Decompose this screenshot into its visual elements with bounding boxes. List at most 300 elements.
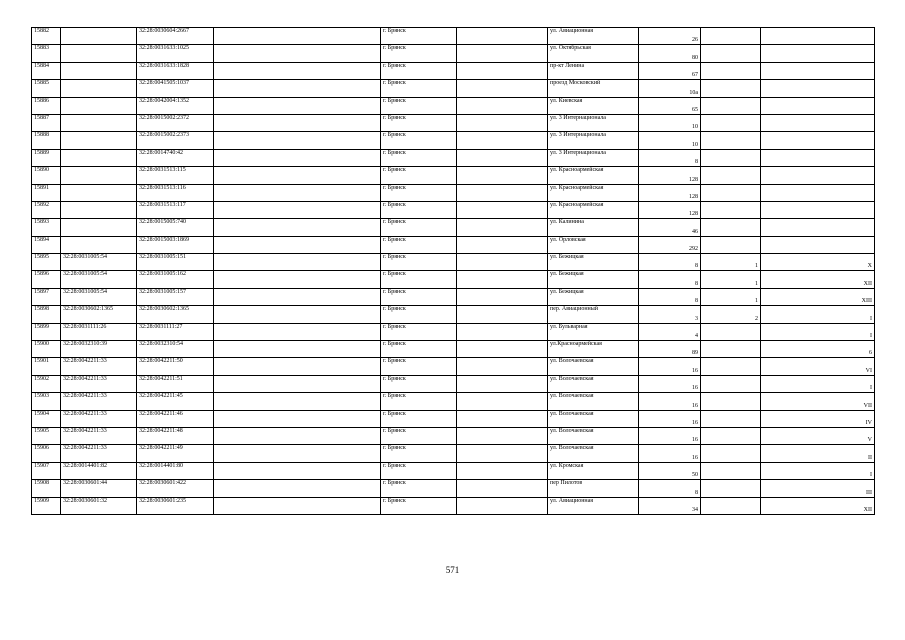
cadastral-number-cell: 32:28:0015002:2372: [137, 114, 214, 131]
row-number-cell: 15892: [32, 201, 61, 218]
row-number-cell: 15897: [32, 288, 61, 305]
blank-cell: [457, 341, 548, 358]
city-cell: г. Брянск: [381, 236, 457, 253]
old-cadastral-number-cell: 32:28:0031005:54: [61, 254, 137, 271]
blank-cell: [214, 445, 381, 462]
building-number-cell: [701, 149, 761, 166]
cadastral-number-cell: 32:28:0042211:49: [137, 445, 214, 462]
table-row: [32, 445, 875, 462]
blank-cell: [457, 114, 548, 131]
row-number-cell: 15904: [32, 410, 61, 427]
blank-cell: [457, 62, 548, 79]
old-cadastral-number-cell: 32:28:0014401:82: [61, 462, 137, 479]
cadastral-number-cell: 32:28:0030601:235: [137, 497, 214, 514]
city-cell: г. Брянск: [381, 497, 457, 514]
registry-table: [31, 27, 875, 515]
row-number-cell: 15884: [32, 62, 61, 79]
table-row: [32, 323, 875, 340]
premises-number-cell: [761, 236, 875, 253]
premises-number-cell: [761, 28, 875, 45]
city-cell: г. Брянск: [381, 184, 457, 201]
row-number-cell: 15909: [32, 497, 61, 514]
city-cell: г. Брянск: [381, 306, 457, 323]
row-number-cell: 15883: [32, 45, 61, 62]
cadastral-number-cell: 32:28:0031633:1025: [137, 45, 214, 62]
house-number-cell: 89: [639, 341, 701, 358]
building-number-cell: [701, 427, 761, 444]
street-cell: ул. Волочаевская: [548, 358, 639, 375]
premises-number-cell: I: [761, 306, 875, 323]
building-number-cell: [701, 167, 761, 184]
street-cell: ул. Красноармейская: [548, 201, 639, 218]
blank-cell: [457, 306, 548, 323]
street-cell: пер Пилотов: [548, 480, 639, 497]
cadastral-number-cell: 32:28:0042211:48: [137, 427, 214, 444]
old-cadastral-number-cell: 32:28:0042211:33: [61, 427, 137, 444]
street-cell: ул.Красноармейская: [548, 341, 639, 358]
building-number-cell: 1: [701, 254, 761, 271]
blank-cell: [214, 184, 381, 201]
row-number-cell: 15902: [32, 375, 61, 392]
building-number-cell: [701, 462, 761, 479]
city-cell: г. Брянск: [381, 28, 457, 45]
building-number-cell: 2: [701, 306, 761, 323]
row-number-cell: 15900: [32, 341, 61, 358]
blank-cell: [457, 149, 548, 166]
table-row: [32, 358, 875, 375]
street-cell: ул. Волочаевская: [548, 410, 639, 427]
blank-cell: [457, 254, 548, 271]
house-number-cell: 3: [639, 306, 701, 323]
row-number-cell: 15889: [32, 149, 61, 166]
premises-number-cell: I: [761, 375, 875, 392]
old-cadastral-number-cell: [61, 149, 137, 166]
street-cell: ул. Волочаевская: [548, 393, 639, 410]
blank-cell: [457, 167, 548, 184]
cadastral-number-cell: 32:28:0014740:42: [137, 149, 214, 166]
row-number-cell: 15899: [32, 323, 61, 340]
blank-cell: [457, 445, 548, 462]
blank-cell: [214, 393, 381, 410]
house-number-cell: 34: [639, 497, 701, 514]
table-row: [32, 80, 875, 97]
old-cadastral-number-cell: [61, 62, 137, 79]
row-number-cell: 15895: [32, 254, 61, 271]
city-cell: г. Брянск: [381, 167, 457, 184]
old-cadastral-number-cell: 32:28:0030601:44: [61, 480, 137, 497]
table-row: [32, 132, 875, 149]
old-cadastral-number-cell: [61, 132, 137, 149]
city-cell: г. Брянск: [381, 480, 457, 497]
cadastral-number-cell: 32:28:0041505:1037: [137, 80, 214, 97]
old-cadastral-number-cell: [61, 45, 137, 62]
city-cell: г. Брянск: [381, 97, 457, 114]
blank-cell: [214, 480, 381, 497]
old-cadastral-number-cell: 32:28:0030602:1365: [61, 306, 137, 323]
city-cell: г. Брянск: [381, 462, 457, 479]
city-cell: г. Брянск: [381, 393, 457, 410]
city-cell: г. Брянск: [381, 201, 457, 218]
blank-cell: [457, 201, 548, 218]
row-number-cell: 15888: [32, 132, 61, 149]
old-cadastral-number-cell: [61, 236, 137, 253]
house-number-cell: 50: [639, 462, 701, 479]
blank-cell: [457, 219, 548, 236]
building-number-cell: [701, 445, 761, 462]
cadastral-number-cell: 32:28:0031111:27: [137, 323, 214, 340]
row-number-cell: 15896: [32, 271, 61, 288]
blank-cell: [214, 201, 381, 218]
table-row: [32, 167, 875, 184]
street-cell: ул. Орловская: [548, 236, 639, 253]
table-row: [32, 254, 875, 271]
city-cell: г. Брянск: [381, 288, 457, 305]
row-number-cell: 15887: [32, 114, 61, 131]
city-cell: г. Брянск: [381, 445, 457, 462]
blank-cell: [214, 219, 381, 236]
house-number-cell: 10а: [639, 80, 701, 97]
city-cell: г. Брянск: [381, 323, 457, 340]
blank-cell: [214, 497, 381, 514]
blank-cell: [457, 480, 548, 497]
row-number-cell: 15890: [32, 167, 61, 184]
street-cell: ул. Киевская: [548, 97, 639, 114]
table-row: [32, 184, 875, 201]
building-number-cell: [701, 45, 761, 62]
row-number-cell: 15901: [32, 358, 61, 375]
blank-cell: [457, 271, 548, 288]
old-cadastral-number-cell: [61, 80, 137, 97]
cadastral-number-cell: 32:28:0015003:1869: [137, 236, 214, 253]
premises-number-cell: I: [761, 462, 875, 479]
row-number-cell: 15885: [32, 80, 61, 97]
old-cadastral-number-cell: [61, 97, 137, 114]
old-cadastral-number-cell: [61, 219, 137, 236]
table-row: [32, 97, 875, 114]
blank-cell: [214, 45, 381, 62]
table-row: [32, 375, 875, 392]
premises-number-cell: [761, 149, 875, 166]
blank-cell: [214, 114, 381, 131]
premises-number-cell: VII: [761, 393, 875, 410]
blank-cell: [214, 323, 381, 340]
blank-cell: [214, 375, 381, 392]
table-row: [32, 497, 875, 514]
old-cadastral-number-cell: 32:28:0042211:33: [61, 393, 137, 410]
old-cadastral-number-cell: [61, 167, 137, 184]
blank-cell: [214, 167, 381, 184]
city-cell: г. Брянск: [381, 410, 457, 427]
table-row: [32, 219, 875, 236]
city-cell: г. Брянск: [381, 80, 457, 97]
building-number-cell: [701, 28, 761, 45]
building-number-cell: [701, 480, 761, 497]
blank-cell: [457, 462, 548, 479]
blank-cell: [457, 358, 548, 375]
registry-body: [32, 28, 875, 515]
blank-cell: [457, 236, 548, 253]
street-cell: ул. Волочаевская: [548, 375, 639, 392]
street-cell: ул. Бежицкая: [548, 288, 639, 305]
city-cell: г. Брянск: [381, 114, 457, 131]
row-number-cell: 15886: [32, 97, 61, 114]
city-cell: г. Брянск: [381, 341, 457, 358]
blank-cell: [457, 410, 548, 427]
house-number-cell: 8: [639, 288, 701, 305]
building-number-cell: [701, 375, 761, 392]
house-number-cell: 292: [639, 236, 701, 253]
house-number-cell: 26: [639, 28, 701, 45]
building-number-cell: 1: [701, 271, 761, 288]
old-cadastral-number-cell: 32:28:0042211:33: [61, 445, 137, 462]
blank-cell: [214, 132, 381, 149]
cadastral-number-cell: 32:28:0015002:2373: [137, 132, 214, 149]
cadastral-number-cell: 32:28:0031005:151: [137, 254, 214, 271]
blank-cell: [214, 254, 381, 271]
row-number-cell: 15903: [32, 393, 61, 410]
row-number-cell: 15893: [32, 219, 61, 236]
blank-cell: [214, 410, 381, 427]
premises-number-cell: 6: [761, 341, 875, 358]
blank-cell: [457, 184, 548, 201]
blank-cell: [214, 236, 381, 253]
street-cell: ул. Волочаевская: [548, 445, 639, 462]
house-number-cell: 16: [639, 393, 701, 410]
building-number-cell: [701, 80, 761, 97]
table-row: [32, 393, 875, 410]
blank-cell: [457, 375, 548, 392]
house-number-cell: 16: [639, 445, 701, 462]
building-number-cell: [701, 184, 761, 201]
street-cell: ул. Бежицкая: [548, 254, 639, 271]
cadastral-number-cell: 32:28:0031513:115: [137, 167, 214, 184]
city-cell: г. Брянск: [381, 132, 457, 149]
house-number-cell: 128: [639, 167, 701, 184]
cadastral-number-cell: 32:28:0042004:1352: [137, 97, 214, 114]
page-number: 571: [445, 565, 460, 575]
street-cell: ул. Авиационная: [548, 28, 639, 45]
city-cell: г. Брянск: [381, 427, 457, 444]
premises-number-cell: VI: [761, 358, 875, 375]
house-number-cell: 67: [639, 62, 701, 79]
cadastral-number-cell: 32:28:0042211:50: [137, 358, 214, 375]
blank-cell: [457, 45, 548, 62]
building-number-cell: [701, 132, 761, 149]
building-number-cell: [701, 393, 761, 410]
table-row: [32, 62, 875, 79]
house-number-cell: 8: [639, 480, 701, 497]
table-row: [32, 271, 875, 288]
premises-number-cell: XII: [761, 497, 875, 514]
street-cell: ул. 3 Интернационала: [548, 114, 639, 131]
cadastral-number-cell: 32:28:0032310:54: [137, 341, 214, 358]
cadastral-number-cell: 32:28:0042211:45: [137, 393, 214, 410]
cadastral-number-cell: 32:28:0031005:162: [137, 271, 214, 288]
blank-cell: [457, 323, 548, 340]
building-number-cell: [701, 410, 761, 427]
house-number-cell: 128: [639, 201, 701, 218]
cadastral-number-cell: 32:28:0030602:1365: [137, 306, 214, 323]
building-number-cell: [701, 201, 761, 218]
row-number-cell: 15906: [32, 445, 61, 462]
street-cell: пер. Авиационный: [548, 306, 639, 323]
blank-cell: [214, 358, 381, 375]
table-row: [32, 236, 875, 253]
building-number-cell: [701, 341, 761, 358]
cadastral-number-cell: 32:28:0042211:46: [137, 410, 214, 427]
street-cell: ул. 3 Интернационала: [548, 149, 639, 166]
house-number-cell: 16: [639, 427, 701, 444]
premises-number-cell: [761, 114, 875, 131]
table-row: [32, 306, 875, 323]
premises-number-cell: V: [761, 427, 875, 444]
row-number-cell: 15891: [32, 184, 61, 201]
premises-number-cell: XIII: [761, 288, 875, 305]
building-number-cell: [701, 219, 761, 236]
building-number-cell: [701, 358, 761, 375]
blank-cell: [214, 149, 381, 166]
house-number-cell: 16: [639, 358, 701, 375]
old-cadastral-number-cell: 32:28:0042211:33: [61, 375, 137, 392]
house-number-cell: 80: [639, 45, 701, 62]
table-row: [32, 149, 875, 166]
premises-number-cell: IV: [761, 410, 875, 427]
blank-cell: [457, 132, 548, 149]
house-number-cell: 16: [639, 375, 701, 392]
premises-number-cell: XII: [761, 271, 875, 288]
row-number-cell: 15907: [32, 462, 61, 479]
table-row: [32, 462, 875, 479]
building-number-cell: [701, 62, 761, 79]
house-number-cell: 46: [639, 219, 701, 236]
old-cadastral-number-cell: [61, 201, 137, 218]
street-cell: пр-кт Ленина: [548, 62, 639, 79]
blank-cell: [214, 288, 381, 305]
blank-cell: [214, 62, 381, 79]
blank-cell: [457, 393, 548, 410]
table-row: [32, 427, 875, 444]
premises-number-cell: [761, 45, 875, 62]
table-row: [32, 201, 875, 218]
premises-number-cell: II: [761, 445, 875, 462]
street-cell: ул. Октябрьская: [548, 45, 639, 62]
blank-cell: [214, 97, 381, 114]
building-number-cell: [701, 323, 761, 340]
row-number-cell: 15908: [32, 480, 61, 497]
table-row: [32, 28, 875, 45]
premises-number-cell: [761, 167, 875, 184]
house-number-cell: 4: [639, 323, 701, 340]
street-cell: ул. Красноармейская: [548, 167, 639, 184]
blank-cell: [457, 288, 548, 305]
old-cadastral-number-cell: 32:28:0031111:26: [61, 323, 137, 340]
row-number-cell: 15905: [32, 427, 61, 444]
cadastral-number-cell: 32:28:0031513:117: [137, 201, 214, 218]
cadastral-number-cell: 32:28:0030604:2667: [137, 28, 214, 45]
premises-number-cell: [761, 80, 875, 97]
house-number-cell: 10: [639, 114, 701, 131]
city-cell: г. Брянск: [381, 358, 457, 375]
house-number-cell: 10: [639, 132, 701, 149]
city-cell: г. Брянск: [381, 271, 457, 288]
cadastral-number-cell: 32:28:0030601:422: [137, 480, 214, 497]
cadastral-number-cell: 32:28:0031633:1828: [137, 62, 214, 79]
premises-number-cell: [761, 132, 875, 149]
premises-number-cell: [761, 201, 875, 218]
blank-cell: [214, 271, 381, 288]
city-cell: г. Брянск: [381, 219, 457, 236]
premises-number-cell: X: [761, 254, 875, 271]
house-number-cell: 128: [639, 184, 701, 201]
street-cell: ул. Кромская: [548, 462, 639, 479]
building-number-cell: [701, 97, 761, 114]
old-cadastral-number-cell: 32:28:0042211:33: [61, 410, 137, 427]
old-cadastral-number-cell: 32:28:0032310:39: [61, 341, 137, 358]
old-cadastral-number-cell: [61, 184, 137, 201]
house-number-cell: 16: [639, 410, 701, 427]
old-cadastral-number-cell: [61, 114, 137, 131]
row-number-cell: 15898: [32, 306, 61, 323]
cadastral-number-cell: 32:28:0014401:80: [137, 462, 214, 479]
table-row: [32, 480, 875, 497]
blank-cell: [457, 80, 548, 97]
blank-cell: [214, 462, 381, 479]
street-cell: ул. Калинина: [548, 219, 639, 236]
street-cell: ул. Авиационная: [548, 497, 639, 514]
old-cadastral-number-cell: 32:28:0031005:54: [61, 288, 137, 305]
old-cadastral-number-cell: 32:28:0031005:54: [61, 271, 137, 288]
building-number-cell: [701, 114, 761, 131]
blank-cell: [457, 97, 548, 114]
cadastral-number-cell: 32:28:0015005:740: [137, 219, 214, 236]
table-row: [32, 341, 875, 358]
cadastral-number-cell: 32:28:0042211:51: [137, 375, 214, 392]
building-number-cell: [701, 497, 761, 514]
table-row: [32, 288, 875, 305]
street-cell: ул. Красноармейская: [548, 184, 639, 201]
street-cell: ул. 3 Интернационала: [548, 132, 639, 149]
premises-number-cell: [761, 219, 875, 236]
blank-cell: [214, 306, 381, 323]
premises-number-cell: I: [761, 323, 875, 340]
blank-cell: [214, 427, 381, 444]
old-cadastral-number-cell: [61, 28, 137, 45]
premises-number-cell: [761, 97, 875, 114]
house-number-cell: 8: [639, 149, 701, 166]
table-row: [32, 114, 875, 131]
table-row: [32, 410, 875, 427]
street-cell: ул. Волочаевская: [548, 427, 639, 444]
blank-cell: [457, 497, 548, 514]
cadastral-number-cell: 32:28:0031005:157: [137, 288, 214, 305]
city-cell: г. Брянск: [381, 254, 457, 271]
old-cadastral-number-cell: 32:28:0042211:33: [61, 358, 137, 375]
row-number-cell: 15894: [32, 236, 61, 253]
street-cell: ул. Бежицкая: [548, 271, 639, 288]
premises-number-cell: [761, 184, 875, 201]
street-cell: ул. Бульварная: [548, 323, 639, 340]
building-number-cell: 1: [701, 288, 761, 305]
table-row: [32, 45, 875, 62]
building-number-cell: [701, 236, 761, 253]
house-number-cell: 8: [639, 254, 701, 271]
row-number-cell: 15882: [32, 28, 61, 45]
house-number-cell: 8: [639, 271, 701, 288]
city-cell: г. Брянск: [381, 62, 457, 79]
city-cell: г. Брянск: [381, 45, 457, 62]
premises-number-cell: [761, 62, 875, 79]
city-cell: г. Брянск: [381, 149, 457, 166]
